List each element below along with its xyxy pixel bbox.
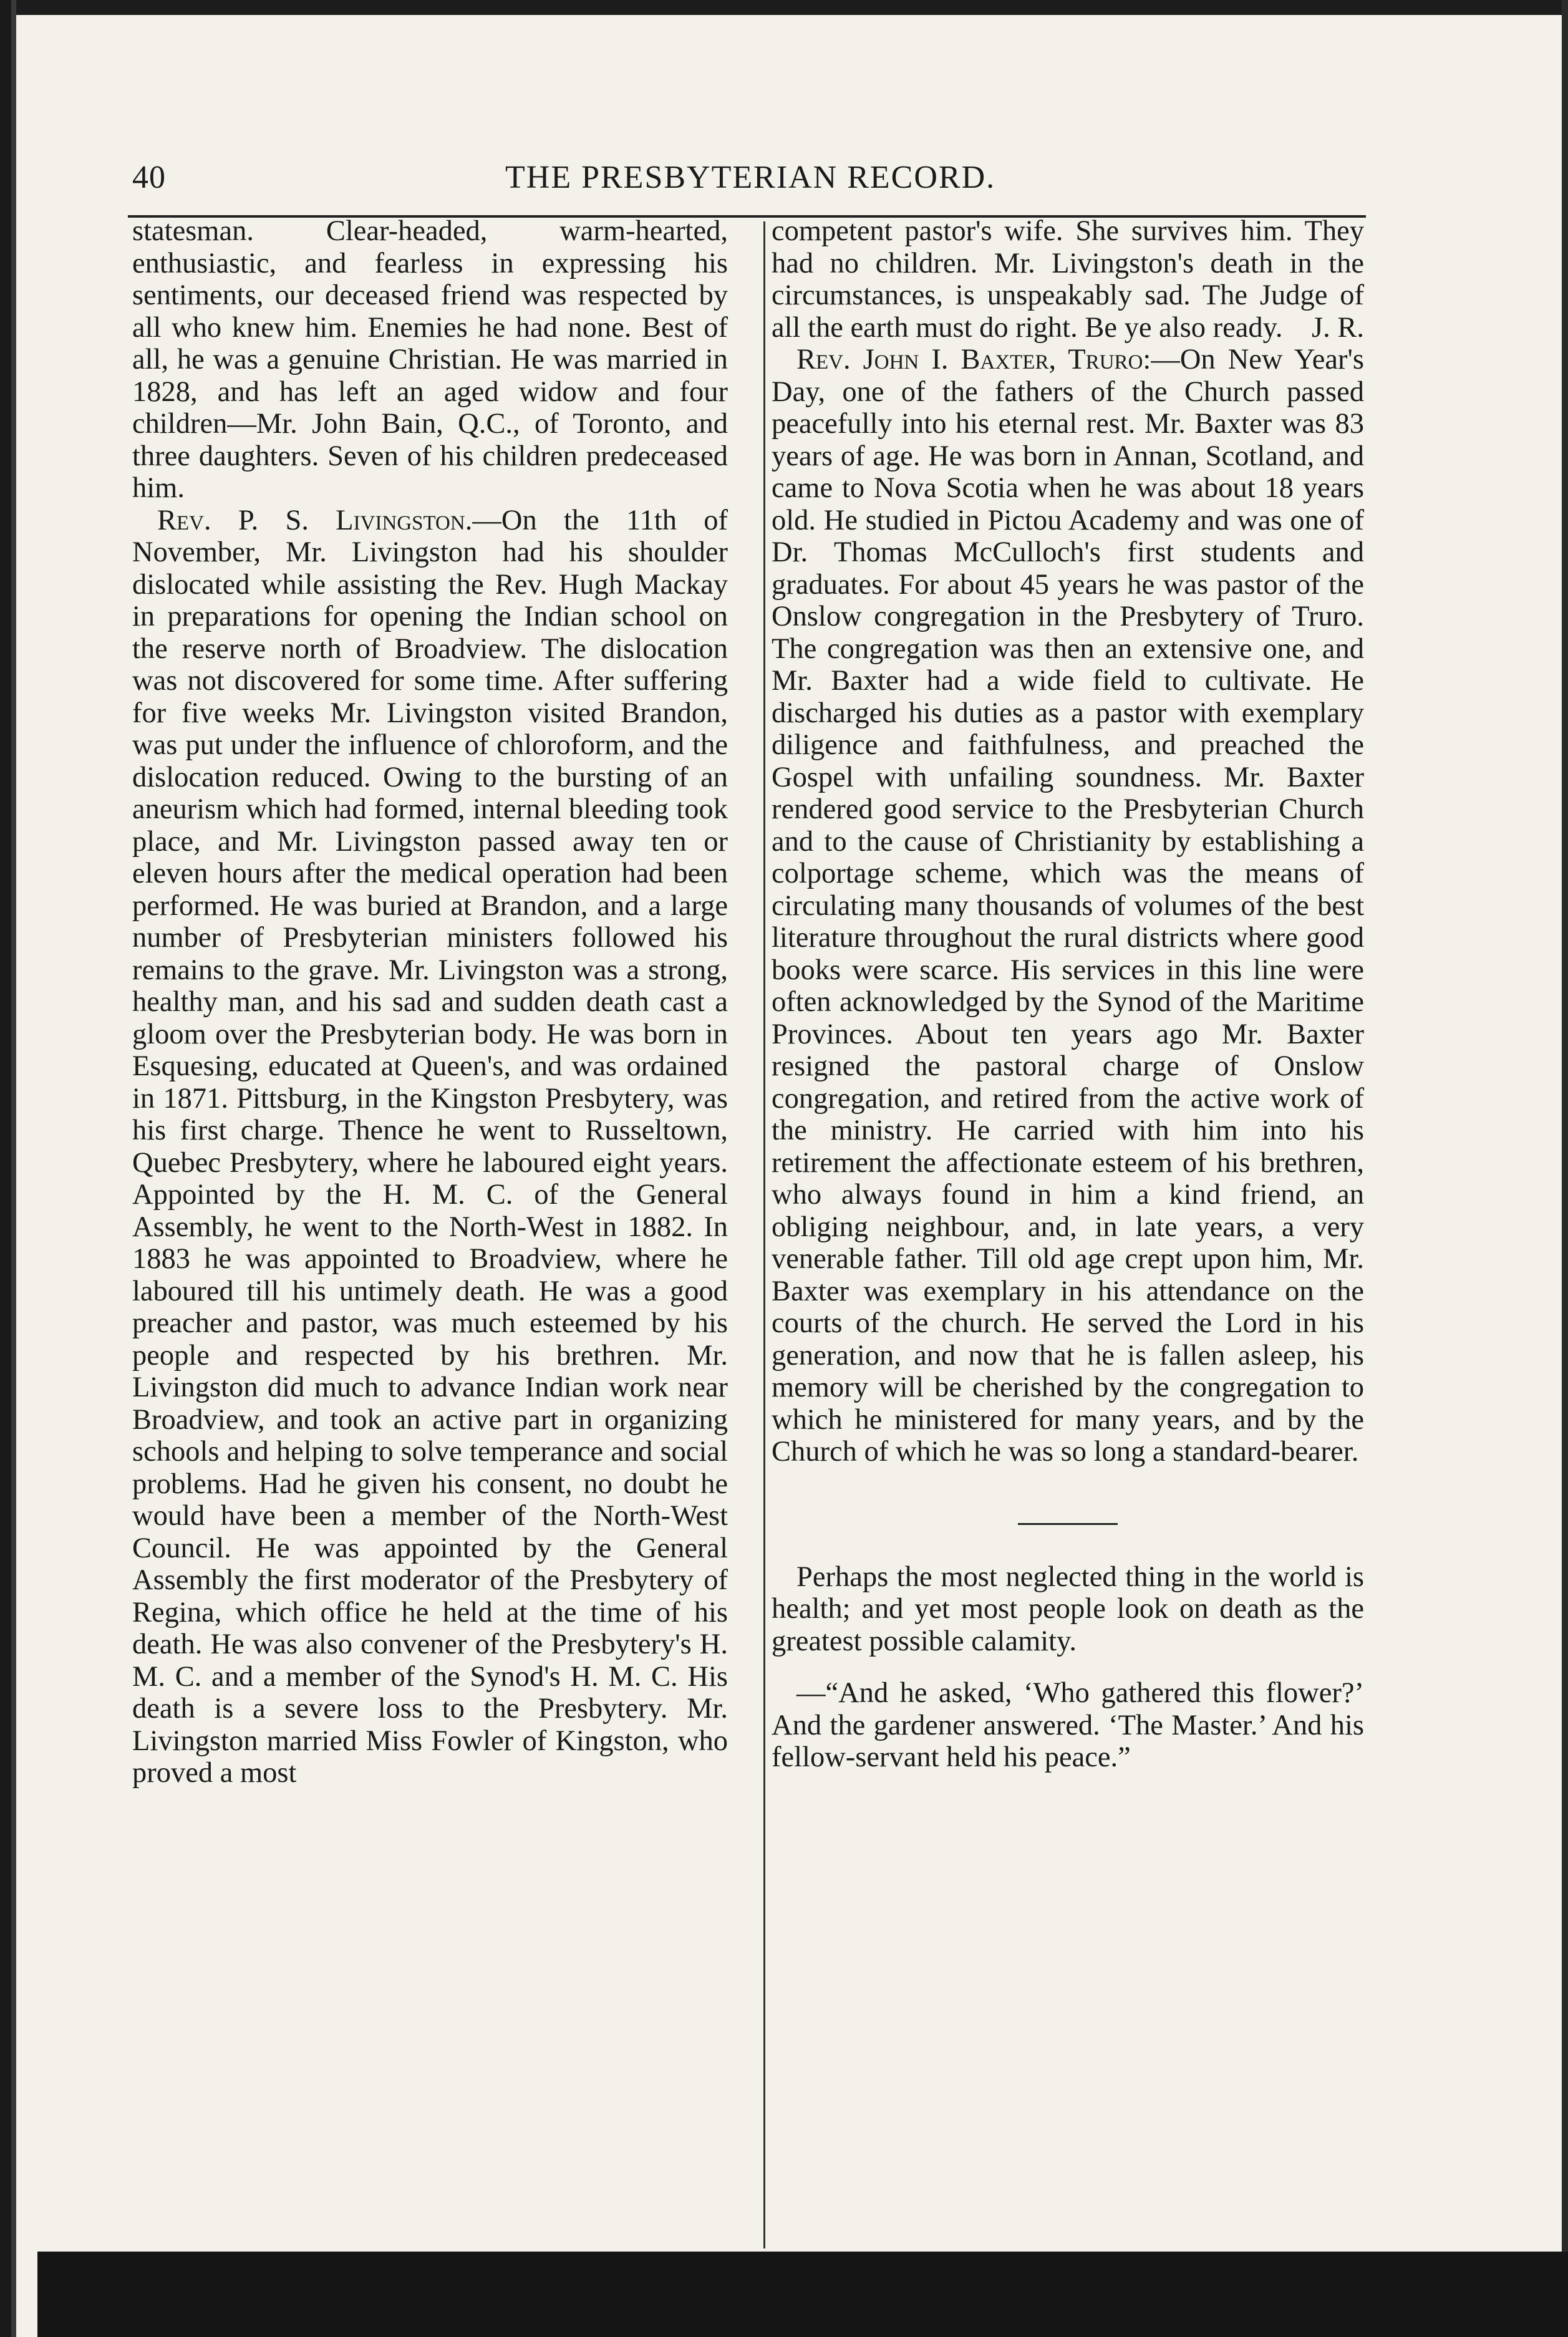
column-divider (763, 221, 765, 2248)
left-column (132, 215, 728, 1789)
paragraph-gap (772, 1657, 1364, 1677)
paragraph-baxter-obituary (772, 344, 1364, 1468)
paragraph-flower: —“And he asked, ‘Who gathered this flower?’ And the gardener answered. ‘The Master.’ And his fellow-servant held his peace.” (772, 1677, 1364, 1773)
bottom-scan-border (37, 2252, 1568, 2337)
left-scan-border (0, 0, 25, 2337)
signature: J. R. (1312, 311, 1364, 344)
livingston-continued-text: competent pastor's wife. She survives him. They had no children. Mr. Livingston's death in the circumstances, is unspeakably sad. The Judge of all the earth must do right. Be ye also ready. (772, 215, 1364, 344)
livingston-heading: Rev. P. S. Livingston. (157, 504, 473, 536)
right-column (772, 215, 1364, 1774)
section-rule (1018, 1523, 1118, 1525)
paragraph-bain-obituary-end: statesman. Clear-headed, warm-hearted, enthusiastic, and fearless in expressing his sentiments, our deceased friend was respected by all who knew him. Enemies he had none. Best of all, he was a genuine Christian. He was married in 1828, and has left an aged widow and four children—Mr. John Bain, Q.C., of Toronto, and three daughters. Seven of his children predeceased him. (132, 215, 728, 504)
paragraph-livingston-obituary (132, 505, 728, 1789)
baxter-text: —On New Year's Day, one of the fathers of the Church passed peacefully into his eternal rest. Mr. Baxter was 83 years of age. He was born in Annan, Scotland, and came to Nova Scotia when he was about 18 years old. He studied in Pictou Academy and was one of Dr. Thomas McCulloch's first students and graduates. For about 45 years he was pastor of the Onslow congregation in the Presbytery of Truro. The congregation was then an extensive one, and Mr. Baxter had a wide field to cultivate. He discharged his duties as a pastor with exemplary diligence and faithfulness, and preached the Gospel with unfailing soundness. Mr. Baxter rendered good service to the Presbyterian Church and to the cause of Christianity by establishing a colportage scheme, which was the means of circulating many thousands of volumes of the best literature throughout the rural districts where good books were scarce. His services in this line were often acknowledged by the Synod of the Maritime Provinces. About ten years ago Mr. Baxter resigned the pastoral charge of Onslow congregation, and retired from the active work of the ministry. He carried with him into his retirement the affectionate esteem of his brethren, who always found in him a kind friend, an obliging neighbour, and, in late years, a very venerable father. Till old age crept upon him, Mr. Baxter was exemplary in his attendance on the courts of the church. He served the Lord in his generation, and now that he is fallen asleep, his memory will be cherished by the congregation to which he ministered for many years, and by the Church of which he was so long a standard-bearer. (772, 344, 1364, 1468)
right-scan-border (1562, 0, 1568, 2337)
top-scan-border (0, 0, 1568, 15)
paragraph-livingston-continued (772, 215, 1364, 344)
running-title: THE PRESBYTERIAN RECORD. (505, 160, 996, 195)
page-number: 40 (132, 160, 166, 195)
livingston-text: —On the 11th of November, Mr. Livingston had his shoulder dislocated while assisting the Rev. Hugh Mackay in preparations for opening the Indian school on the reserve north of Broadview. The dislocation was not discovered for some time. After suffering for five weeks Mr. Livingston visited Brandon, was put under the influence of chloroform, and the dislocation reduced. Owing to the bursting of an aneurism which had formed, internal bleeding took place, and Mr. Livingston passed away ten or eleven hours after the medical operation had been performed. He was buried at Brandon, and a large number of Presbyterian ministers followed his remains to the grave. Mr. Livingston was a strong, healthy man, and his sad and sudden death cast a gloom over the Presbyterian body. He was born in Esquesing, educated at Queen's, and was ordained in 1871. Pittsburg, in the Kingston Presbytery, was his first charge. Thence he went to Russeltown, Quebec Presbytery, where he laboured eight years. Appointed by the H. M. C. of the General Assembly, he went to the North-West in 1882. In 1883 he was appointed to Broadview, where he laboured till his untimely death. He was a good preacher and pastor, was much esteemed by his people and respected by his brethren. Mr. Livingston did much to advance Indian work near Broadview, and took an active part in organizing schools and helping to solve temperance and social problems. Had he given his consent, no doubt he would have been a member of the North-West Council. He was appointed by the General Assembly the first moderator of the Presbytery of Regina, which office he held at the time of his death. He was also convener of the Presbytery's H. M. C. and a member of the Synod's H. M. C. His death is a severe loss to the Presbytery. Mr. Livingston married Miss Fowler of Kingston, who proved a most (132, 504, 728, 1789)
baxter-heading: Rev. John I. Baxter, Truro: (796, 344, 1151, 375)
paragraph-health: Perhaps the most neglected thing in the world is health; and yet most people look on death as the greatest possible calamity. (772, 1560, 1364, 1657)
